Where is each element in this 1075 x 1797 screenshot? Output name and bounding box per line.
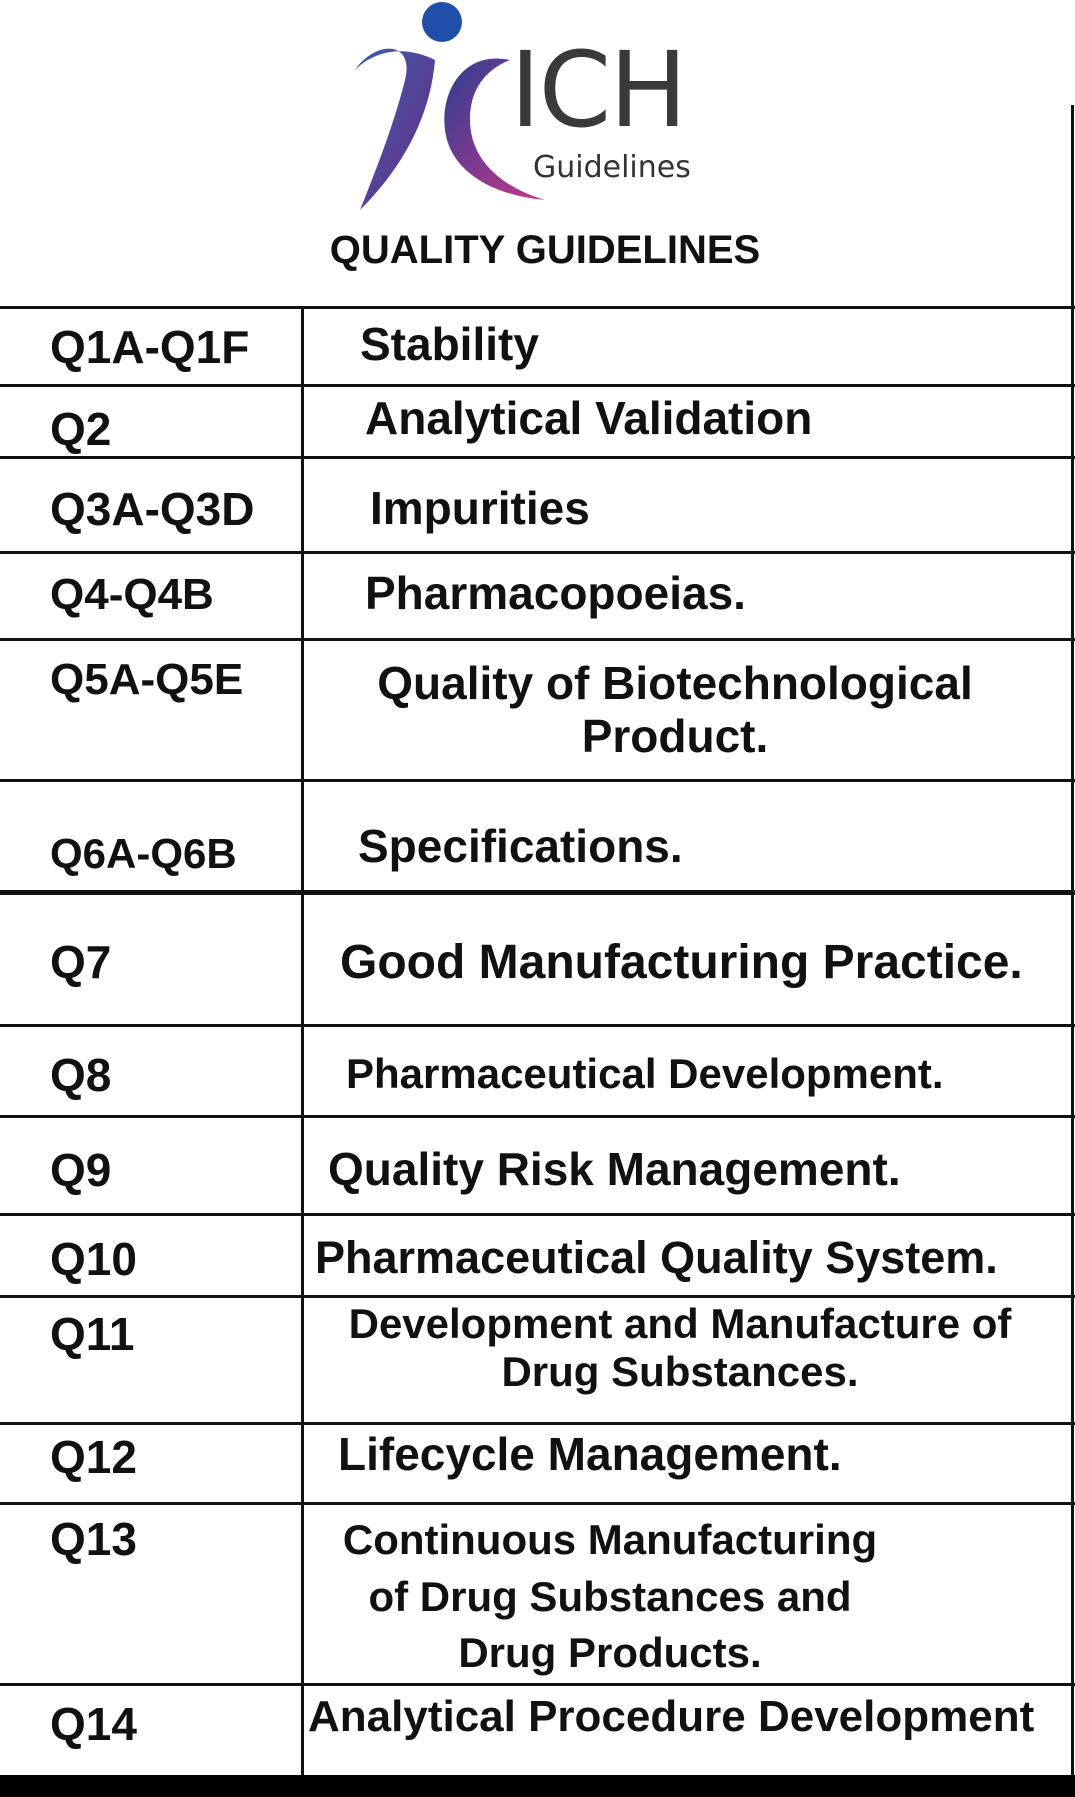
guideline-description: Stability <box>360 318 539 370</box>
guideline-code: Q12 <box>50 1431 137 1483</box>
guideline-code: Q8 <box>50 1049 112 1101</box>
guideline-description: Quality Risk Management. <box>328 1143 901 1195</box>
guideline-code: Q11 <box>50 1308 135 1360</box>
guideline-description: Lifecycle Management. <box>338 1428 842 1480</box>
logo-subtitle: Guidelines <box>533 150 691 185</box>
ich-logo <box>345 0 705 215</box>
guideline-description: Impurities <box>370 482 590 534</box>
row-divider <box>0 1502 1075 1505</box>
guideline-code: Q13 <box>50 1513 137 1565</box>
row-divider <box>0 779 1075 782</box>
row-divider <box>0 1422 1075 1425</box>
row-divider <box>0 551 1075 554</box>
column-divider <box>301 306 304 1776</box>
bottom-bar <box>0 1775 1075 1797</box>
guideline-description: Analytical Validation <box>365 392 813 444</box>
row-divider <box>0 384 1075 387</box>
guideline-description: Continuous Manufacturing of Drug Substances and Drug Products. <box>342 1516 878 1677</box>
row-divider <box>0 1024 1075 1027</box>
row-divider <box>0 456 1075 459</box>
guideline-description: Development and Manufacture of Drug Substances. <box>348 1300 1012 1396</box>
table-right-border <box>1071 105 1074 1775</box>
guideline-code: Q10 <box>50 1233 137 1285</box>
logo-wordmark: ICH <box>510 29 686 151</box>
guideline-description: Analytical Procedure Development <box>308 1692 1035 1741</box>
guideline-code: Q3A-Q3D <box>50 483 255 535</box>
row-divider <box>0 638 1075 641</box>
table-top-border <box>0 306 1075 309</box>
guideline-code: Q1A-Q1F <box>50 321 250 373</box>
guideline-code: Q7 <box>50 936 112 988</box>
row-divider <box>0 1295 1075 1298</box>
row-divider <box>0 1213 1075 1216</box>
guideline-code: Q6A-Q6B <box>50 830 237 877</box>
row-divider <box>0 890 1075 895</box>
guideline-description: Good Manufacturing Practice. <box>340 936 1023 989</box>
page-title: QUALITY GUIDELINES <box>329 228 761 272</box>
guideline-code: Q2 <box>50 403 112 455</box>
guideline-description: Pharmacopoeias. <box>365 567 746 619</box>
guideline-description: Pharmaceutical Quality System. <box>315 1232 998 1283</box>
guideline-code: Q14 <box>50 1698 137 1750</box>
guideline-code: Q5A-Q5E <box>50 655 244 704</box>
guideline-description: Specifications. <box>358 820 683 872</box>
guideline-code: Q4-Q4B <box>50 570 214 619</box>
guideline-code: Q9 <box>50 1144 112 1196</box>
row-divider <box>0 1115 1075 1118</box>
row-divider <box>0 1683 1075 1686</box>
guideline-description: Pharmaceutical Development. <box>346 1050 944 1097</box>
guideline-description: Quality of Biotechnological Product. <box>377 657 973 762</box>
